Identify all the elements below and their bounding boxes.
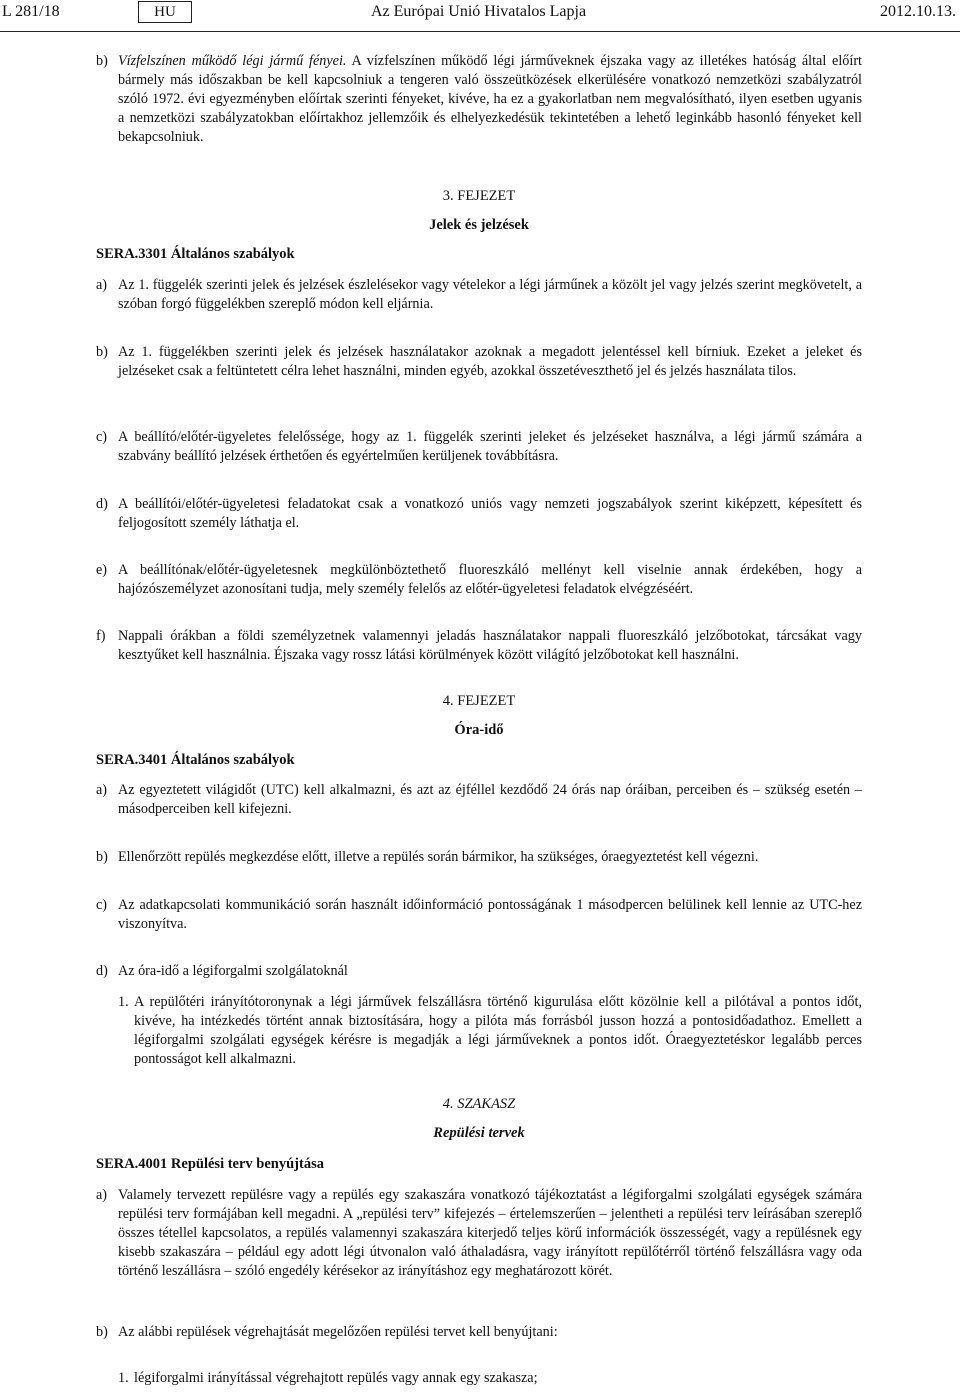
item-text: Ellenőrzött repülés megkezdése előtt, illetve a repülés során bármikor, ha szükséges, óraegyeztetést kell végezni. (118, 849, 759, 865)
header-divider (0, 31, 960, 32)
item-label: b) (96, 849, 108, 865)
chapter4-item-a (96, 781, 862, 819)
subitem-text: A repülőtéri irányítótoronynak a légi járművek felszállásra történő kigurulása előtt közölnie kell a pilótával a pontos időt, kivéve, ha intézkedés történt annak biztosítására, hogy a pilóta más forrásból jusson hozzá a pontosidőadathoz. Emellett a légiforgalmi szolgálati egységek kérésre is megadják a légi járműveknek a pontos időt. Óraegyeztetéskor legalább perces pontosságot kell alkalmazni. (134, 994, 862, 1067)
item-label: a) (96, 782, 108, 798)
item-text: A beállítónak/előtér-ügyeletesnek megkülönböztethető fluoreszkáló mellényt kell viselnie annak érdekében, hogy a hajózószemélyzet azonosítani tudja, mely személy felelős az előtér-ügyeletesi feladatok elvégzéséért. (118, 562, 862, 597)
chapter3-item-f (96, 627, 862, 665)
item-label: d) (96, 496, 108, 512)
chapter4-item-c (96, 896, 862, 934)
language-badge: HU (138, 1, 192, 23)
page-header (0, 0, 960, 24)
chapter3-item-d (96, 495, 862, 533)
chapter3-item-b (96, 343, 862, 381)
chapter3-item-a (96, 276, 862, 314)
intro-text: A vízfelszínen működő légi járműveknek éjszaka vagy az illetékes hatóság által előírt bármely más időszakban be kell kapcsolniuk a tengeren való összeütközések elkerülésére vonatkozó nemzetközi szabályzatról szóló 1972. évi egyezményben előírtak szerinti fényeket, kivéve, ha ez a gyakorlatban nem megvalósítható, ilyen esetben ugyanis a nemzetközi szabályzatokban előírtakhoz jellemzőik és elhelyezkedésük tekintetében a lehető leginkább hasonló fényeket kell bekapcsolniuk. (118, 53, 862, 145)
item-text: Nappali órákban a földi személyzetnek valamennyi jeladás használatakor nappali fluoreszkáló jelzőbotokat, tárcsákat vagy kesztyűket kell használnia. Éjszaka vagy rossz látási körülmények között világító jelzőbotokat kell használni. (118, 628, 862, 663)
subitem-label: 1. (118, 1370, 129, 1386)
rule-title-sera4001: SERA.4001 Repülési terv benyújtása (96, 1156, 324, 1172)
chapter3-number: 3. FEJEZET (442, 188, 516, 204)
section4-subitem-1 (96, 1369, 862, 1388)
item-label: c) (96, 897, 108, 913)
chapter4-item-b (96, 848, 862, 867)
chapter4-title: Óra-idő (454, 722, 504, 738)
subitem-text: légiforgalmi irányítással végrehajtott repülés vagy annak egy szakasza; (134, 1370, 538, 1386)
item-text: A beállítói/előtér-ügyeletesi feladatokat csak a vonatkozó uniós vagy nemzeti jogszabályok szerint kiképzett, képesített és feljogosított személy láthatja el. (118, 496, 862, 531)
item-text: Az 1. függelékben szerinti jelek és jelzések használatakor azoknak a megadott jelentéssel kell bírniuk. Ezeket a jeleket és jelzéseket csak a feltüntetett célra lehet használni, minden egyéb, azokkal összetéveszthető jel és jelzés használata tilos. (118, 344, 862, 379)
item-label: a) (96, 1187, 108, 1203)
item-text: A beállító/előtér-ügyeletes felelőssége, hogy az 1. függelék szerinti jeleket és jelzéseket használva, a légi jármű számára a szabvány beállító jelzések érthetően és egyértelműen kerüljenek továbbításra. (118, 429, 862, 464)
publication-date: 2012.10.13. (880, 3, 956, 20)
rule-title-sera3401: SERA.3401 Általános szabályok (96, 752, 295, 768)
intro-paragraph (96, 52, 862, 147)
page-reference: L 281/18 (2, 3, 60, 20)
section4-item-b (96, 1323, 862, 1342)
section4-item-a (96, 1186, 862, 1281)
item-text: Valamely tervezett repülésre vagy a repülés egy szakaszára vonatkozó tájékoztatást a légiforgalmi szolgálati egységek számára repülési terv formájában kell megadni. A „repülési terv” kifejezés – értelemszerűen – jelentheti a repülési terv leírásában szereplő összes tétellel kapcsolatos, a repülés valamennyi szakaszára kiterjedő teljes körű információk összességét, vagy a repülésnek egy kisebb szakaszára – például egy adott légi útvonalon való áthaladásra, vagy irányított repülőtérről történő felszállásra vagy oda történő leszállásra – szóló engedély kérésekor az irányításhoz egy meghatározott körét. (118, 1187, 862, 1279)
rule-title-sera3301: SERA.3301 Általános szabályok (96, 246, 295, 262)
item-text: Az adatkapcsolati kommunikáció során használt időinformáció pontosságának 1 másodpercen belülinek kell lennie az UTC-hez viszonyítva. (118, 897, 862, 932)
item-label: e) (96, 562, 108, 578)
item-label: b) (96, 344, 108, 360)
chapter3-title: Jelek és jelzések (429, 217, 529, 233)
item-label: c) (96, 429, 108, 445)
intro-label: b) (96, 53, 108, 69)
item-text: Az alábbi repülések végrehajtását megelőzően repülési tervet kell benyújtani: (118, 1324, 558, 1340)
item-text: Az egyeztetett világidőt (UTC) kell alkalmazni, és azt az éjféllel kezdődő 24 órás nap óráiban, perceiben és – szükség esetén – másodperceiben kell kifejezni. (118, 782, 862, 817)
item-text: Az óra-idő a légiforgalmi szolgálatoknál (118, 963, 348, 979)
item-label: a) (96, 277, 108, 293)
item-label: f) (96, 628, 106, 644)
item-text: Az 1. függelék szerinti jelek és jelzések észlelésekor vagy vételekor a légi járműnek a közölt jel vagy jelzés szerint megkövetelt, a szóban forgó függelékben szereplő módon kell eljárnia. (118, 277, 862, 312)
chapter3-item-c (96, 428, 862, 466)
item-label: b) (96, 1324, 108, 1340)
section4-title: Repülési tervek (433, 1125, 525, 1141)
chapter3-item-e (96, 561, 862, 599)
chapter4-number: 4. FEJEZET (442, 693, 516, 709)
item-label: d) (96, 963, 108, 979)
section4-number: 4. SZAKASZ (442, 1096, 516, 1112)
subitem-label: 1. (118, 994, 129, 1010)
intro-title: Vízfelszínen működő légi jármű fényei. (118, 53, 347, 69)
journal-title: Az Európai Unió Hivatalos Lapja (371, 3, 587, 20)
chapter4-item-d (96, 962, 862, 981)
chapter4-subitem-1 (96, 993, 862, 1069)
